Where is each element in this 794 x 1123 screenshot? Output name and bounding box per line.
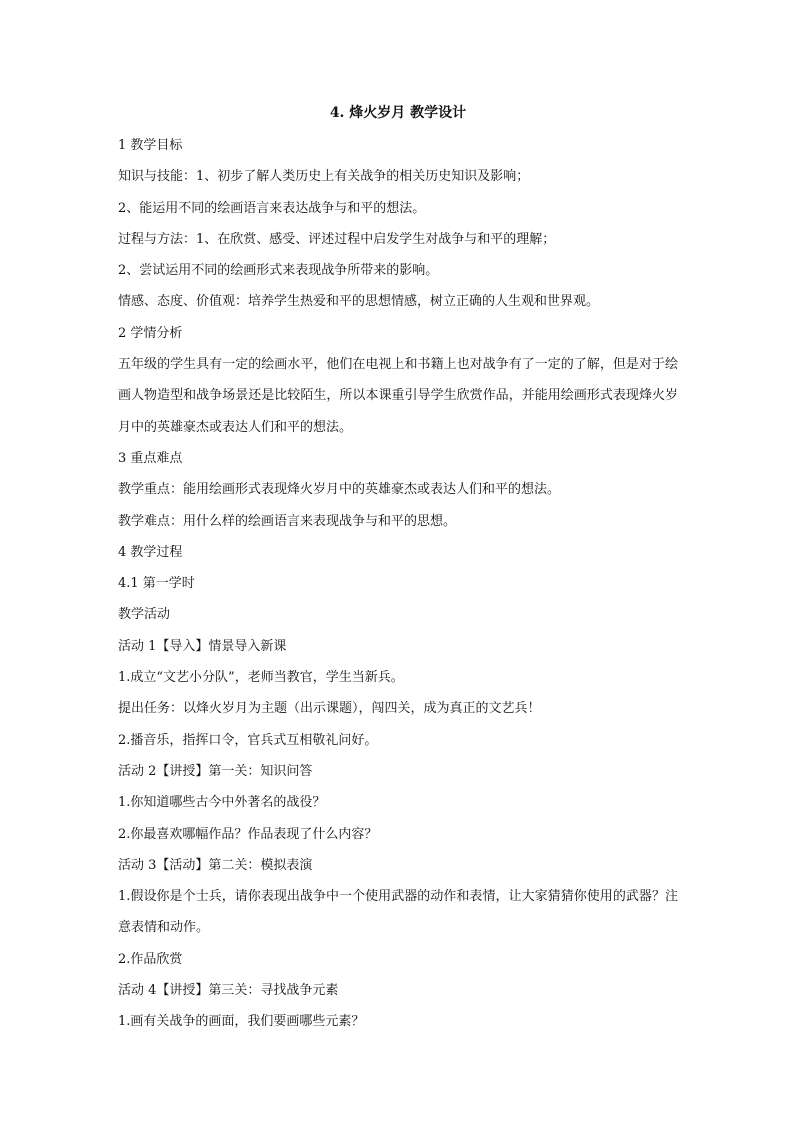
- goal-knowledge-1: 知识与技能：1、初步了解人类历史上有关战争的相关历史知识及影响；: [118, 169, 530, 185]
- activity-3-heading: 活动 3【活动】第二关：模拟表演: [118, 857, 313, 873]
- heading-key-points: 3 重点难点: [118, 450, 183, 466]
- key-point: 教学重点：能用绘画形式表现烽火岁月中的英雄豪杰或表达人们和平的想法。: [118, 482, 561, 498]
- activity-2-heading: 活动 2【讲授】第一关：知识问答: [118, 763, 313, 779]
- activity-4-step-1: 1.画有关战争的画面，我们要画哪些元素？: [118, 1014, 365, 1030]
- goal-knowledge-2: 2、能运用不同的绘画语言来表达战争与和平的想法。: [118, 200, 426, 216]
- heading-teaching-goals: 1 教学目标: [118, 138, 183, 153]
- document-page: [118, 100, 678, 1038]
- activity-1-step-1: 1.成立“文艺小分队”，老师当教官，学生当新兵。: [118, 670, 404, 686]
- activity-2-question-2: 2.你最喜欢哪幅作品？作品表现了什么内容？: [118, 826, 378, 842]
- goal-process-1: 过程与方法：1、在欣赏、感受、评述过程中启发学生对战争与和平的理解；: [118, 231, 556, 247]
- heading-teaching-process: 4 教学过程: [118, 544, 183, 560]
- heading-first-lesson: 4.1 第一学时: [118, 576, 195, 592]
- activity-3-step-1: 1.假设你是个士兵，请你表现出战争中一个使用武器的动作和表情，让大家猜猜你使用的武器？注意表情和动作。: [118, 889, 678, 936]
- activity-1-task: 提出任务：以烽火岁月为主题（出示课题），闯四关，成为真正的文艺兵！: [118, 701, 541, 717]
- document-title: 4. 烽火岁月 教学设计: [329, 105, 467, 121]
- activity-1-step-2: 2.播音乐，指挥口令，官兵式互相敬礼问好。: [118, 732, 378, 748]
- heading-teaching-activities: 教学活动: [118, 607, 171, 623]
- difficult-point: 教学难点：用什么样的绘画语言来表现战争与和平的思想。: [118, 513, 457, 529]
- goal-attitude: 情感、态度、价值观：培养学生热爱和平的思想情感，树立正确的人生观和世界观。: [118, 294, 600, 310]
- heading-student-analysis: 2 学情分析: [118, 325, 183, 341]
- activity-1-heading: 活动 1【导入】情景导入新课: [118, 638, 287, 654]
- goal-process-2: 2、尝试运用不同的绘画形式来表现战争所带来的影响。: [118, 263, 439, 279]
- student-analysis-paragraph: 五年级的学生具有一定的绘画水平，他们在电视上和书籍上也对战争有了一定的了解，但是对于绘画人物造型和战争场景还是比较陌生，所以本课重引导学生欣赏作品，并能用绘画形式表现烽火岁月中的英雄豪杰或表达人们和平的想法。: [118, 357, 678, 435]
- activity-3-step-2: 2.作品欣赏: [118, 951, 183, 967]
- activity-4-heading: 活动 4【讲授】第三关：寻找战争元素: [118, 983, 339, 999]
- activity-2-question-1: 1.你知道哪些古今中外著名的战役？: [118, 795, 326, 811]
